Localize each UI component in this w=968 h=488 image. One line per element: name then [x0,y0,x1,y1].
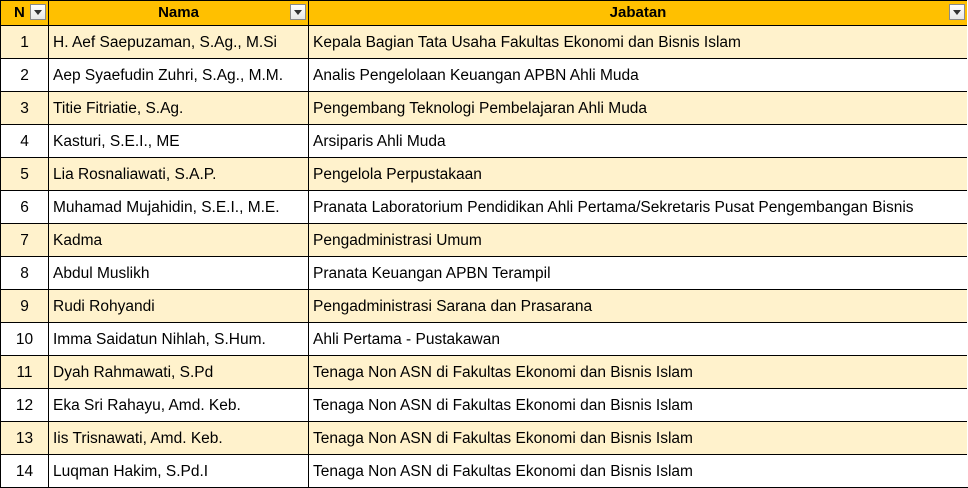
cell-no[interactable]: 6 [1,191,49,224]
cell-jabatan[interactable]: Pengadministrasi Umum [309,224,968,257]
cell-no[interactable]: 4 [1,125,49,158]
table-row [1,125,968,158]
cell-nama[interactable]: Imma Saidatun Nihlah, S.Hum. [49,323,309,356]
header-no [1,1,49,26]
cell-nama[interactable]: H. Aef Saepuzaman, S.Ag., M.Si [49,26,309,59]
cell-no[interactable]: 8 [1,257,49,290]
cell-jabatan[interactable]: Kepala Bagian Tata Usaha Fakultas Ekonomi dan Bisnis Islam [309,26,968,59]
cell-jabatan[interactable]: Pengelola Perpustakaan [309,158,968,191]
filter-no-button[interactable] [30,4,46,20]
cell-nama[interactable]: Kadma [49,224,309,257]
table-row [1,158,968,191]
cell-no[interactable]: 1 [1,26,49,59]
cell-jabatan[interactable]: Pengadministrasi Sarana dan Prasarana [309,290,968,323]
cell-jabatan[interactable]: Pengembang Teknologi Pembelajaran Ahli Muda [309,92,968,125]
cell-nama[interactable]: Lia Rosnaliawati, S.A.P. [49,158,309,191]
cell-nama[interactable]: Muhamad Mujahidin, S.E.I., M.E. [49,191,309,224]
cell-no[interactable]: 5 [1,158,49,191]
cell-no[interactable]: 14 [1,455,49,488]
header-jabatan-label: Jabatan [609,4,667,21]
cell-jabatan[interactable]: Tenaga Non ASN di Fakultas Ekonomi dan Bisnis Islam [309,356,968,389]
cell-no[interactable]: 13 [1,422,49,455]
table-row [1,455,968,488]
cell-no[interactable]: 11 [1,356,49,389]
table-row [1,257,968,290]
table-row [1,356,968,389]
filter-jabatan-button[interactable] [949,4,965,20]
header-no-label: N [14,4,25,21]
cell-nama[interactable]: Iis Trisnawati, Amd. Keb. [49,422,309,455]
cell-no[interactable]: 2 [1,59,49,92]
table-row [1,191,968,224]
cell-no[interactable]: 9 [1,290,49,323]
cell-jabatan[interactable]: Tenaga Non ASN di Fakultas Ekonomi dan Bisnis Islam [309,422,968,455]
filter-nama-button[interactable] [290,4,306,20]
cell-jabatan[interactable]: Arsiparis Ahli Muda [309,125,968,158]
table-row [1,290,968,323]
table-header [1,1,968,26]
cell-nama[interactable]: Rudi Rohyandi [49,290,309,323]
cell-jabatan[interactable]: Pranata Keuangan APBN Terampil [309,257,968,290]
table-row [1,59,968,92]
cell-nama[interactable]: Abdul Muslikh [49,257,309,290]
header-nama [49,1,309,26]
cell-nama[interactable]: Dyah Rahmawati, S.Pd [49,356,309,389]
cell-nama[interactable]: Eka Sri Rahayu, Amd. Keb. [49,389,309,422]
cell-jabatan[interactable]: Tenaga Non ASN di Fakultas Ekonomi dan Bisnis Islam [309,455,968,488]
table-row [1,323,968,356]
cell-no[interactable]: 12 [1,389,49,422]
cell-nama[interactable]: Kasturi, S.E.I., ME [49,125,309,158]
table-row [1,422,968,455]
cell-jabatan[interactable]: Pranata Laboratorium Pendidikan Ahli Pertama/Sekretaris Pusat Pengembangan Bisnis [309,191,968,224]
header-jabatan [309,1,968,26]
cell-nama[interactable]: Aep Syaefudin Zuhri, S.Ag., M.M. [49,59,309,92]
table-row [1,224,968,257]
cell-jabatan[interactable]: Analis Pengelolaan Keuangan APBN Ahli Muda [309,59,968,92]
cell-no[interactable]: 7 [1,224,49,257]
table-row [1,26,968,59]
cell-no[interactable]: 10 [1,323,49,356]
cell-nama[interactable]: Luqman Hakim, S.Pd.I [49,455,309,488]
cell-jabatan[interactable]: Ahli Pertama - Pustakawan [309,323,968,356]
table-row [1,92,968,125]
header-row [1,1,968,26]
chevron-down-icon [953,10,961,15]
cell-nama[interactable]: Titie Fitriatie, S.Ag. [49,92,309,125]
table-body [1,26,968,488]
cell-no[interactable]: 3 [1,92,49,125]
chevron-down-icon [294,10,302,15]
header-nama-label: Nama [158,4,199,21]
cell-jabatan[interactable]: Tenaga Non ASN di Fakultas Ekonomi dan Bisnis Islam [309,389,968,422]
table-row [1,389,968,422]
chevron-down-icon [34,10,42,15]
